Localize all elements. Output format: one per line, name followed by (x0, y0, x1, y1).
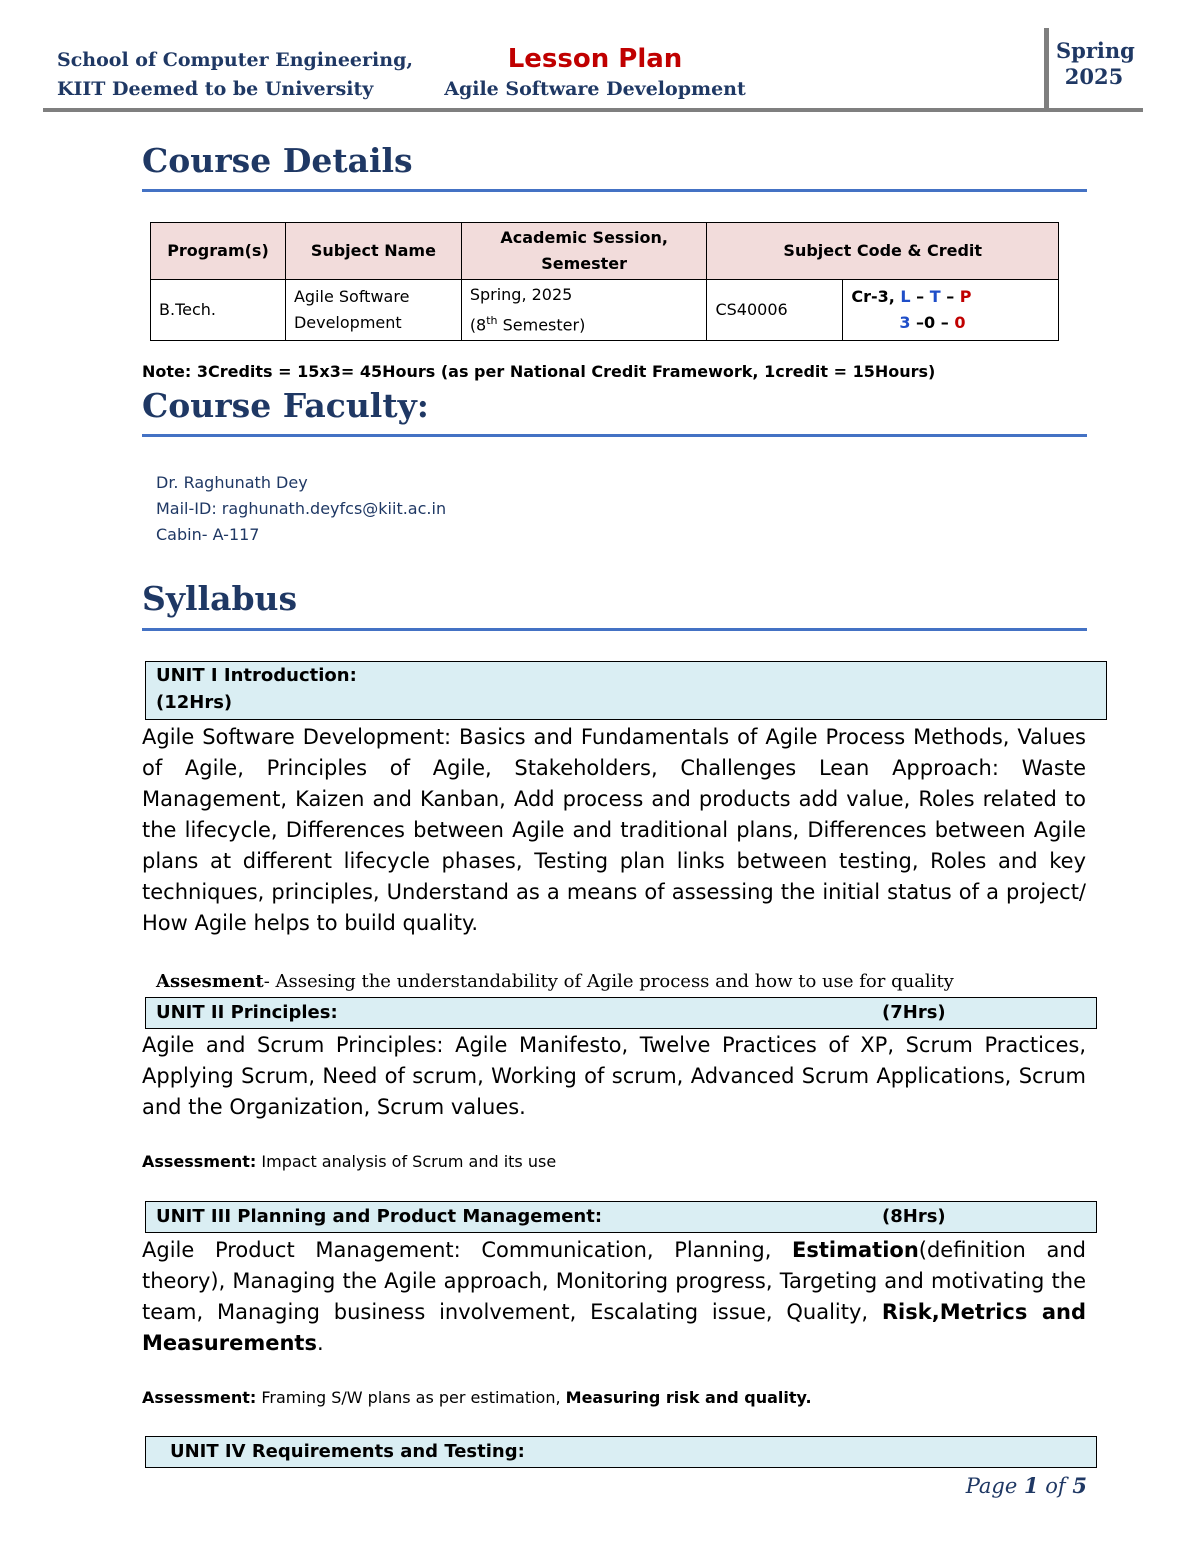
unit3-bold-estimation: Estimation (792, 1238, 919, 1262)
table-row (151, 280, 1059, 341)
page-of: of (1038, 1474, 1073, 1498)
cell-program: B.Tech. (151, 280, 286, 341)
faculty-cabin: Cabin- A-117 (156, 525, 260, 544)
credit-P: P (959, 287, 972, 307)
unit2-content: Agile and Scrum Principles: Agile Manifesto, Twelve Practices of XP, Scrum Practices, Applying Scrum, Need of scrum, Working of scrum, Advanced Scrum Applications, Scrum and the Organization, Scrum values. (142, 1033, 1086, 1119)
unit4-box (145, 1436, 1097, 1468)
credit-dash: – (940, 287, 960, 307)
unit1-assessment (156, 971, 954, 992)
unit1-hours: (12Hrs) (156, 692, 233, 713)
doc-subtitle: Agile Software Development (444, 78, 746, 100)
heading-rule (142, 189, 1087, 192)
credit-line2 (851, 310, 1050, 336)
university-name: KIIT Deemed to be University (57, 78, 374, 100)
assess-label: Assessment: (142, 1388, 257, 1407)
col-code-credit: Subject Code & Credit (707, 223, 1059, 280)
page-current: 1 (1023, 1473, 1039, 1498)
assess-bold: Measuring risk and quality. (565, 1388, 812, 1407)
credit-dash: – (935, 313, 955, 333)
page-number (966, 1473, 1087, 1498)
unit2-assessment (142, 1152, 556, 1171)
school-name: School of Computer Engineering, (57, 49, 413, 71)
header-rule (43, 108, 1143, 112)
credit-T: T (929, 287, 941, 307)
subject-line2: Development (293, 313, 402, 333)
faculty-name: Dr. Raghunath Dey (156, 473, 308, 492)
credit-dash: – (910, 287, 930, 307)
col-subject-name: Subject Name (285, 223, 461, 280)
unit2-hours: (7Hrs) (882, 1002, 946, 1023)
term-year: 2025 (1064, 64, 1124, 89)
heading-rule (142, 628, 1087, 631)
col-program: Program(s) (151, 223, 286, 280)
subject-line1: Agile Software (293, 287, 410, 307)
semester-num: (8 (469, 315, 487, 335)
semester-sup: th (486, 314, 498, 327)
course-details-heading: Course Details (142, 141, 413, 180)
semester-rest: Semester) (497, 315, 586, 335)
credit-note: Note: 3Credits = 15x3= 45Hours (as per National Credit Framework, 1credit = 15Hours) (142, 362, 936, 381)
faculty-info (156, 470, 446, 548)
unit3-content (142, 1235, 1086, 1359)
assess-text: Impact analysis of Scrum and its use (256, 1152, 557, 1171)
assess-text: Framing S/W plans as per estimation, (256, 1388, 566, 1407)
col-session (461, 223, 707, 280)
credit-L: L (900, 287, 911, 307)
unit2-box (145, 997, 1097, 1029)
col-session-line1: Academic Session, (500, 228, 668, 247)
unit3-hours: (8Hrs) (882, 1206, 946, 1227)
course-faculty-heading: Course Faculty: (142, 386, 429, 425)
header-term (1056, 38, 1135, 90)
credit-prefix: Cr-3, (851, 287, 901, 307)
page-prefix: Page (965, 1474, 1024, 1498)
term-season: Spring (1056, 38, 1135, 63)
credit-dash: – (910, 313, 925, 333)
assess-label: Assesment (156, 971, 264, 992)
unit3-bold-risk: Risk,Metrics and Measurements (142, 1300, 1086, 1355)
unit2-title: UNIT II Principles: (156, 1002, 338, 1023)
unit1-box (145, 661, 1107, 720)
unit4-title: UNIT IV Requirements and Testing: (170, 1441, 525, 1462)
unit3-text: (definition and theory), Managing the Agile approach, Monitoring progress, Targeting and motivating the team, Managing business involvement, Escalating issue, Quality, (142, 1238, 1086, 1324)
unit3-title: UNIT III Planning and Product Management: (156, 1206, 603, 1227)
cell-subject-code: CS40006 (707, 280, 843, 341)
cell-session (461, 280, 707, 341)
credit-val-P: 0 (954, 313, 966, 333)
faculty-mail: Mail-ID: raghunath.deyfcs@kiit.ac.in (156, 499, 447, 518)
credit-val-T: 0 (924, 313, 936, 333)
col-session-line2: Semester (541, 254, 628, 273)
course-details-table (150, 222, 1059, 341)
unit3-text: . (316, 1331, 324, 1355)
unit1-content: Agile Software Development: Basics and Fundamentals of Agile Process Methods, Values of Agile, Principles of Agile, Stakeholders, Challenges Lean Approach: Waste Management, Kaizen and Kanban, Add process and products add value, Roles related to the lifecycle, Differences between Agile and traditional plans, Differences between Agile plans at different lifecycle phases, Testing plan links between testing, Roles and key techniques, principles, Understand as a means of assessing the initial status of a project/ How Agile helps to build quality. (142, 725, 1086, 935)
unit3-assessment (142, 1388, 812, 1407)
page-total: 5 (1072, 1473, 1087, 1498)
semester-line (470, 308, 699, 338)
assess-text: - Assesing the understandability of Agile process and how to use for quality (263, 971, 954, 992)
session-line1: Spring, 2025 (469, 285, 573, 304)
unit3-box (145, 1201, 1097, 1233)
cell-subject-name (285, 280, 461, 341)
assess-label: Assessment: (142, 1152, 257, 1171)
syllabus-heading: Syllabus (142, 579, 298, 618)
heading-rule (142, 434, 1087, 437)
doc-title: Lesson Plan (507, 44, 683, 74)
unit3-text: Agile Product Management: Communication, Planning, (142, 1238, 793, 1262)
unit1-title: UNIT I Introduction: (156, 665, 357, 686)
table-header-row (151, 223, 1059, 280)
header-divider (1044, 28, 1049, 108)
credit-val-L: 3 (899, 313, 911, 333)
credit-line1 (851, 284, 1050, 310)
header-center (430, 42, 760, 102)
cell-credit (843, 280, 1059, 341)
header-school (57, 46, 413, 104)
